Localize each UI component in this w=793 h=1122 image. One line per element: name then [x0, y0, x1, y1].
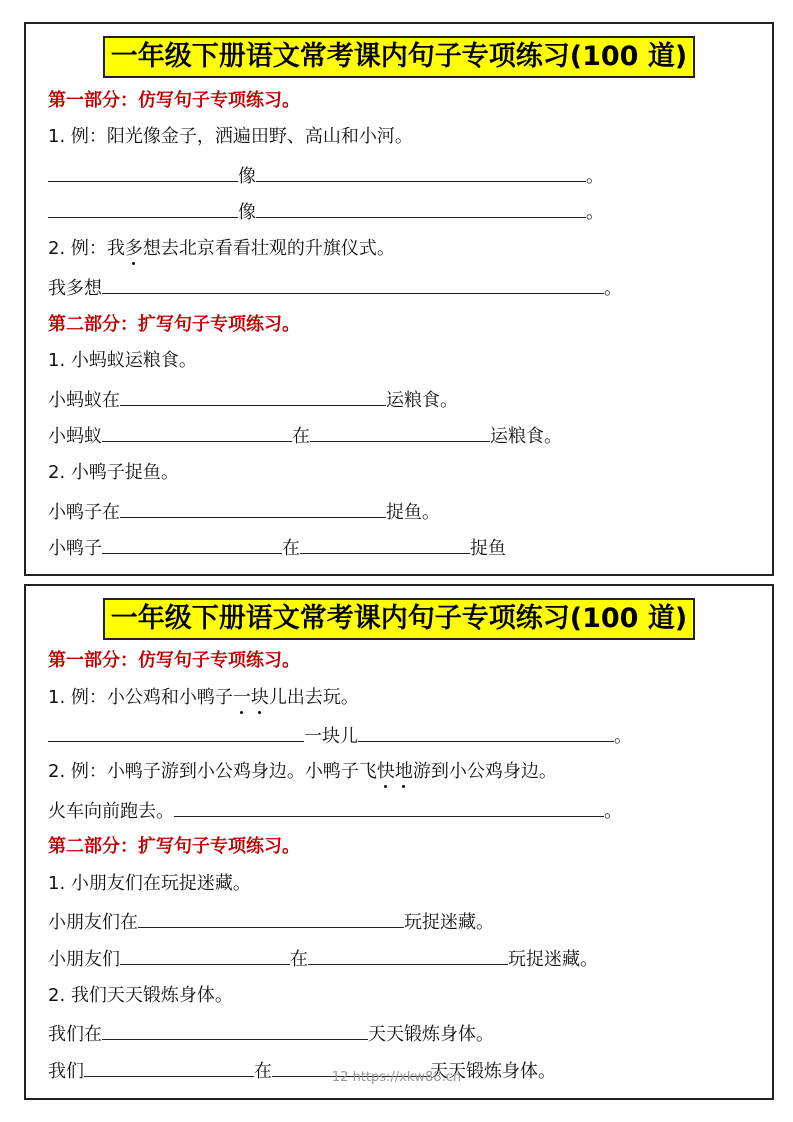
emphasis-dot-char: 块	[250, 687, 269, 708]
answer-line: 小朋友们在 玩捉迷藏。	[48, 909, 494, 935]
answer-line: 小鸭子 在 捉鱼	[48, 535, 506, 561]
question-text: 1. 例：小公鸡和小鸭子一块儿出去玩。	[48, 687, 359, 708]
section-heading-expansion: 第二部分：扩写句子专项练习。	[48, 836, 300, 857]
question-text: 2. 小鸭子捉鱼。	[48, 462, 179, 483]
blank[interactable]	[48, 723, 304, 742]
blank[interactable]	[102, 535, 282, 554]
emphasis-dot-char: 多	[124, 238, 143, 259]
blank[interactable]	[120, 499, 386, 518]
question-text: 2. 例：我多想去北京看看壮观的升旗仪式。	[48, 238, 395, 259]
answer-line: 火车向前跑去。 。	[48, 798, 622, 824]
section-heading-imitation: 第一部分：仿写句子专项练习。	[48, 90, 300, 111]
worksheet-title: 一年级下册语文常考课内句子专项练习(100 道)	[103, 598, 695, 640]
blank[interactable]	[308, 946, 508, 965]
blank[interactable]	[102, 423, 292, 442]
section-heading-imitation: 第一部分：仿写句子专项练习。	[48, 650, 300, 671]
answer-line: 我们在 天天锻炼身体。	[48, 1021, 494, 1047]
answer-line: 小朋友们 在 玩捉迷藏。	[48, 946, 598, 972]
worksheet-title: 一年级下册语文常考课内句子专项练习(100 道)	[103, 36, 695, 78]
answer-line: 小蚂蚁在 运粮食。	[48, 387, 458, 413]
answer-line: 我多想 。	[48, 275, 622, 301]
worksheet-card-2	[24, 584, 774, 1100]
blank[interactable]	[300, 535, 470, 554]
answer-line: 一块儿 。	[48, 723, 632, 749]
answer-line: 小蚂蚁 在 运粮食。	[48, 423, 562, 449]
worksheet-card-1	[24, 22, 774, 576]
blank[interactable]	[48, 199, 238, 218]
section-heading-expansion: 第二部分：扩写句子专项练习。	[48, 314, 300, 335]
emphasis-dot-char: 快	[376, 761, 395, 782]
blank[interactable]	[310, 423, 490, 442]
blank[interactable]	[138, 909, 404, 928]
question-text: 1. 例：阳光像金子，洒遍田野、高山和小河。	[48, 126, 413, 147]
blank[interactable]	[102, 275, 604, 294]
question-text: 2. 我们天天锻炼身体。	[48, 985, 233, 1006]
answer-line: 我们 在 天天锻炼身体。	[48, 1058, 556, 1084]
blank[interactable]	[120, 946, 290, 965]
question-text: 2. 例：小鸭子游到小公鸡身边。小鸭子飞快地游到小公鸡身边。	[48, 761, 557, 782]
emphasis-dot-char: 一	[232, 687, 251, 708]
blank[interactable]	[358, 723, 614, 742]
blank[interactable]	[256, 199, 586, 218]
blank[interactable]	[48, 163, 238, 182]
blank[interactable]	[102, 1021, 368, 1040]
question-text: 1. 小蚂蚁运粮食。	[48, 350, 197, 371]
question-text: 1. 小朋友们在玩捉迷藏。	[48, 873, 251, 894]
answer-line: 像 。	[48, 199, 604, 225]
emphasis-dot-char: 地	[394, 761, 413, 782]
blank[interactable]	[256, 163, 586, 182]
answer-line: 像 。	[48, 163, 604, 189]
blank[interactable]	[174, 798, 604, 817]
page-footer: 12 https://xkw88.cn	[331, 1070, 462, 1085]
blank[interactable]	[120, 387, 386, 406]
answer-line: 小鸭子在 捉鱼。	[48, 499, 440, 525]
